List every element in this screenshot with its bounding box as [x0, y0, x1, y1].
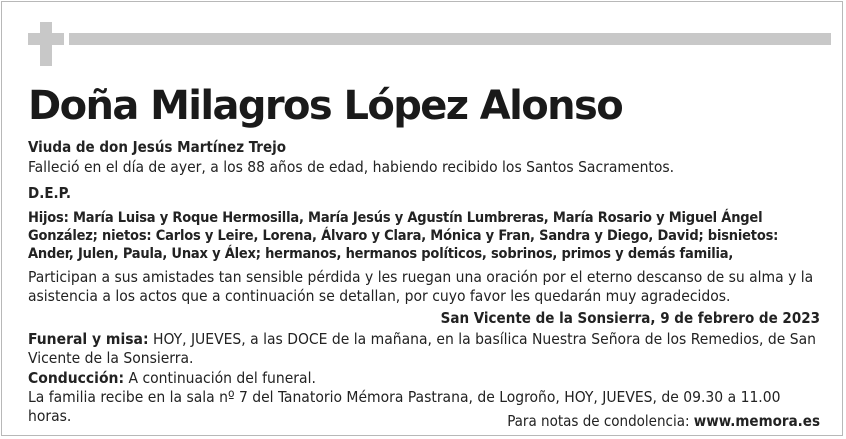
obituary-card [1, 1, 843, 436]
cross-icon [28, 22, 64, 66]
rest-in-peace: D.E.P. [28, 184, 71, 202]
conduccion-text: A continuación del funeral. [124, 369, 316, 387]
funeral-info [28, 330, 828, 368]
funeral-label: Funeral y misa: [28, 330, 149, 348]
funeral-text: HOY, JUEVES, a las DOCE de la mañana, en la basílica Nuestra Señora de los Remedios, de San Vicente de la Sonsierra. [28, 330, 816, 367]
death-notice: Falleció en el día de ayer, a los 88 años de edad, habiendo recibido los Santos Sacramentos. [28, 158, 675, 176]
condolence-note [507, 412, 820, 430]
deceased-name: Doña Milagros López Alonso [28, 83, 623, 129]
condolence-label: Para notas de condolencia: [507, 412, 694, 430]
widow-subtitle: Viuda de don Jesús Martínez Trejo [28, 138, 287, 156]
family-visitation: La familia recibe en la sala nº 7 del Tanatorio Mémora Pastrana, de Logroño, HOY, JUEVES, de 09.30 a 11.00 horas. [28, 388, 781, 425]
place-and-date: San Vicente de la Sonsierra, 9 de febrero de 2023 [440, 309, 820, 327]
relatives-list: Hijos: María Luisa y Roque Hermosilla, María Jesús y Agustín Lumbreras, María Rosario y Miguel Ángel González; nietos: Carlos y Leire, Lorena, Álvaro y Clara, Mónica y Fran, Sandra y Diego, David; bisnietos: Ander, Julen, Paula, Unax y Álex; hermanos, hermanos políticos, sobrinos, primos y demás familia, [28, 210, 779, 262]
thanks-paragraph: Participan a sus amistades tan sensible pérdida y les ruegan una oración por el eterno descanso de su alma y la asistencia a los actos que a continuación se detallan, por cuyo favor les quedarán muy agradecidos. [28, 268, 814, 305]
condolence-link[interactable]: www.memora.es [693, 412, 820, 430]
conduccion-info [28, 369, 316, 388]
conduccion-label: Conducción: [28, 369, 125, 387]
header-rule [69, 33, 831, 45]
